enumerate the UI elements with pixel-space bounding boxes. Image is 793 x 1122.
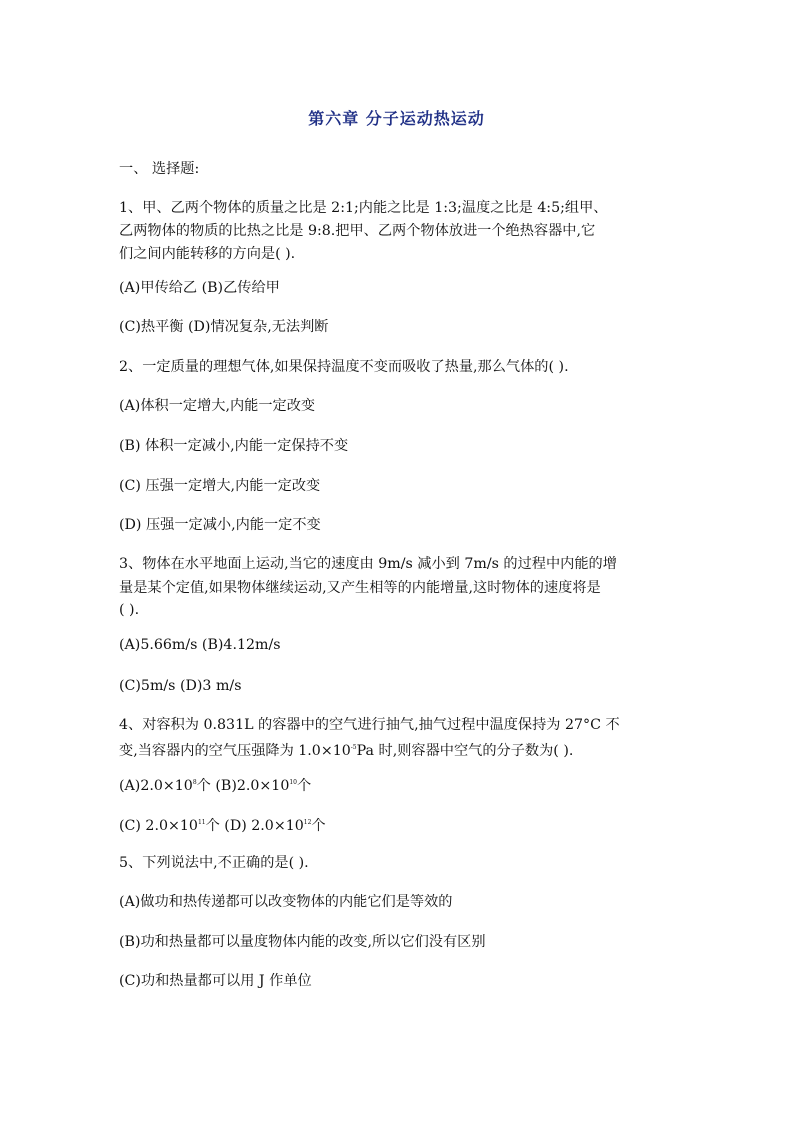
- q2-option-d: (D) 压强一定减小,内能一定不变: [119, 517, 321, 533]
- section-heading: 一、 选择题:: [119, 161, 200, 177]
- q3-stem-line-3: ( ).: [119, 602, 140, 618]
- q1-options-ab: (A)甲传给乙 (B)乙传给甲: [119, 280, 280, 296]
- q3-options-cd: (C)5m/s (D)3 m/s: [119, 678, 242, 694]
- q3-stem-line-1: 3、物体在水平地面上运动,当它的速度由 9m/s 减小到 7m/s 的过程中内能的增: [119, 556, 617, 572]
- q5-option-b: (B)功和热量都可以量度物体内能的改变,所以它们没有区别: [119, 934, 486, 950]
- q4-option-c: (C) $2.0\times 10^{11}$个: [119, 818, 225, 834]
- q3-options-ab: (A)5.66m/s (B)4.12m/s: [119, 637, 281, 653]
- q1-stem-line-3: 们之间内能转移的方向是( ).: [119, 246, 296, 262]
- q4-stem-line-1: 4、对容积为 0.831L 的容器中的空气进行抽气,抽气过程中温度保持为 27°C 不: [119, 717, 620, 733]
- q1-options-cd: (C)热平衡 (D)情况复杂,无法判断: [119, 319, 329, 335]
- q4-options-cd: [119, 811, 679, 838]
- q2-stem: 2、一定质量的理想气体,如果保持温度不变而吸收了热量,那么气体的( ).: [119, 359, 569, 375]
- q2-option-b: (B) 体积一定减小,内能一定保持不变: [119, 438, 349, 454]
- q2-option-c: (C) 压强一定增大,内能一定改变: [119, 478, 321, 494]
- q5-option-a: (A)做功和热传递都可以改变物体的内能它们是等效的: [119, 894, 453, 910]
- q4-stem-line-2: 变,当容器内的空气压强降为 $1.0\times 10^{-5}Pa$ 时,则容器中空气的分子数为( ).: [119, 743, 574, 759]
- q4-option-d: (D) $2.0\times 10^{12}$个: [224, 818, 326, 834]
- q3-stem-line-2: 量是某个定值,如果物体继续运动,又产生相等的内能增量,这时物体的速度将是: [119, 580, 601, 596]
- q1-stem-line-2: 乙两物体的物质的比热之比是 9:8.把甲、乙两个物体放进一个绝热容器中,它: [119, 223, 596, 239]
- q4-option-a: $(A)2.0\times 10^8$个: [119, 778, 216, 794]
- chapter-title: 第六章 分子运动热运动: [308, 109, 485, 128]
- q5-option-c: (C)功和热量都可以用 J 作单位: [119, 973, 312, 989]
- q2-option-a: (A)体积一定增大,内能一定改变: [119, 398, 316, 414]
- q4-options-ab: [119, 771, 679, 798]
- q4-option-b: $(B)2.0\times 10^{10}$个: [215, 778, 312, 794]
- q1-stem-line-1: 1、甲、乙两个物体的质量之比是 2:1;内能之比是 1:3;温度之比是 4:5;组甲、: [119, 200, 608, 216]
- q5-stem: 5、下列说法中,不正确的是( ).: [119, 855, 309, 871]
